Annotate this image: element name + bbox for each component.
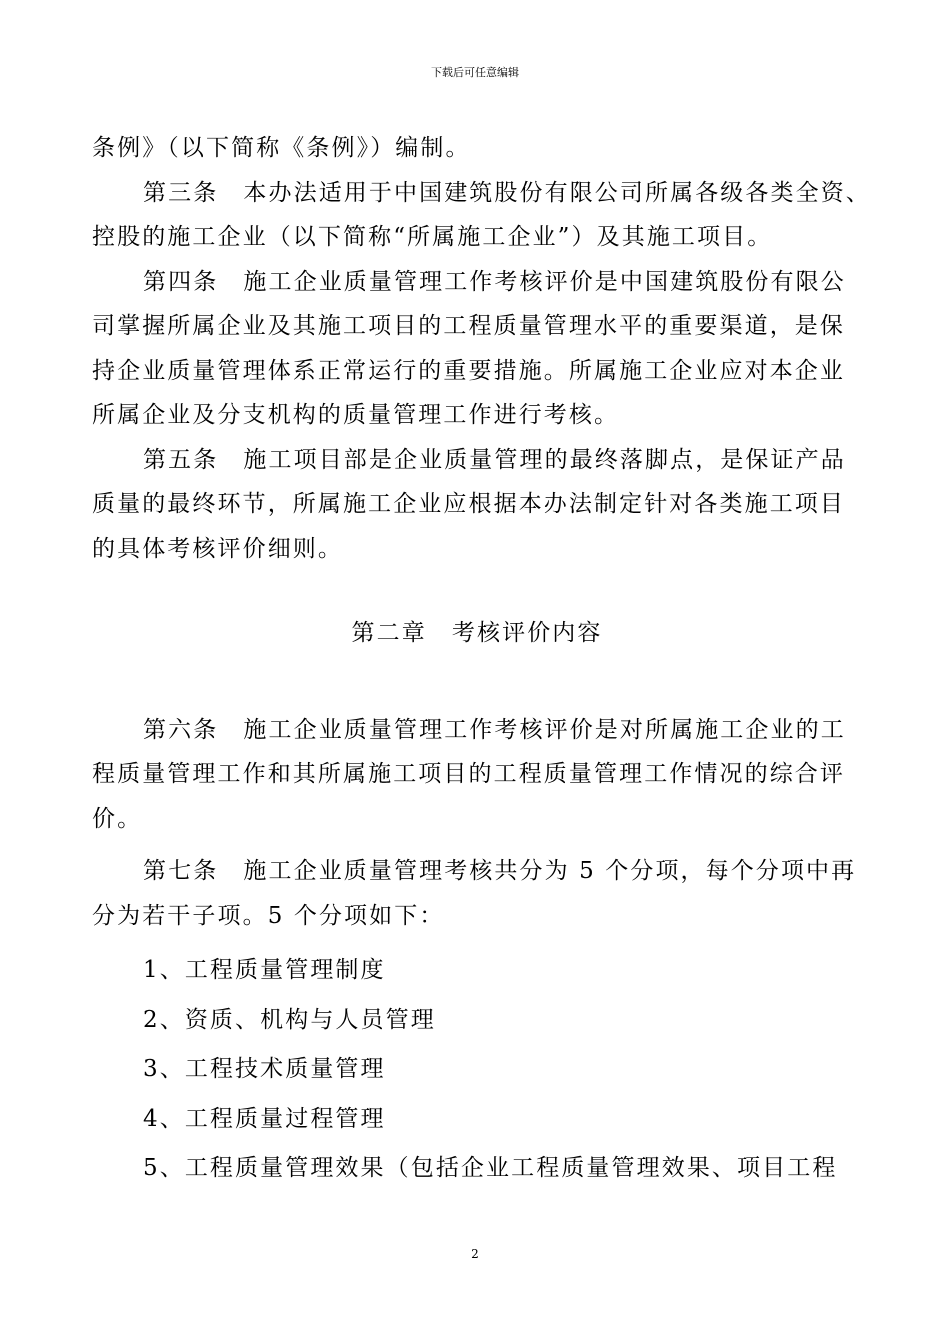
page-number: 2 — [471, 1247, 479, 1261]
text-line: 第七条 施工企业质量管理考核共分为 5 个分项，每个分项中再 — [143, 858, 857, 884]
text-line: 程质量管理工作和其所属施工项目的工程质量管理工作情况的综合评 — [92, 761, 845, 787]
text-line: 质量的最终环节，所属施工企业应根据本办法制定针对各类施工项目 — [92, 491, 845, 517]
text-line: 第六条 施工企业质量管理工作考核评价是对所属施工企业的工 — [143, 716, 846, 743]
list-item: 5、工程质量管理效果（包括企业工程质量管理效果、项目工程 — [143, 1155, 838, 1181]
paragraph-article-3 — [92, 171, 871, 260]
text-line: 控股的施工企业（以下简称“所属施工企业”）及其施工项目。 — [92, 224, 773, 250]
document-body — [92, 126, 871, 1194]
chapter-title: 第二章 考核评价内容 — [351, 620, 603, 646]
paragraph-article-5 — [92, 438, 862, 572]
list-item: 1、工程质量管理制度 — [143, 957, 386, 983]
text-line: 持企业质量管理体系正常运行的重要措施。所属施工企业应对本企业 — [92, 357, 845, 384]
list-item: 2、资质、机构与人员管理 — [143, 1006, 436, 1033]
text-line: 价。 — [92, 805, 143, 832]
list-item: 3、工程技术质量管理 — [143, 1056, 386, 1082]
paragraph-article-7 — [92, 849, 862, 938]
subitem-list — [92, 946, 862, 1194]
text-line: 所属企业及分支机构的质量管理工作进行考核。 — [92, 402, 620, 428]
text-line: 第三条 本办法适用于中国建筑股份有限公司所属各级各类全资、 — [143, 179, 871, 206]
text-line: 的具体考核评价细则。 — [92, 535, 343, 562]
paragraph-article-6 — [92, 708, 862, 842]
text-line: 条例》（以下简称《条例》）编制。 — [92, 135, 471, 161]
text-line: 第五条 施工项目部是企业质量管理的最终落脚点，是保证产品 — [143, 446, 846, 473]
text-line: 司掌握所属企业及其施工项目的工程质量管理水平的重要渠道，是保 — [92, 313, 845, 339]
text-line: 第四条 施工企业质量管理工作考核评价是中国建筑股份有限公 — [143, 268, 846, 295]
text-line: 分为若干子项。5 个分项如下： — [92, 902, 445, 929]
paragraph-article-4 — [92, 260, 862, 438]
paragraph-continuation — [92, 126, 862, 171]
list-item: 4、工程质量过程管理 — [143, 1105, 386, 1132]
page-header: 下载后可任意编辑 — [431, 66, 519, 79]
